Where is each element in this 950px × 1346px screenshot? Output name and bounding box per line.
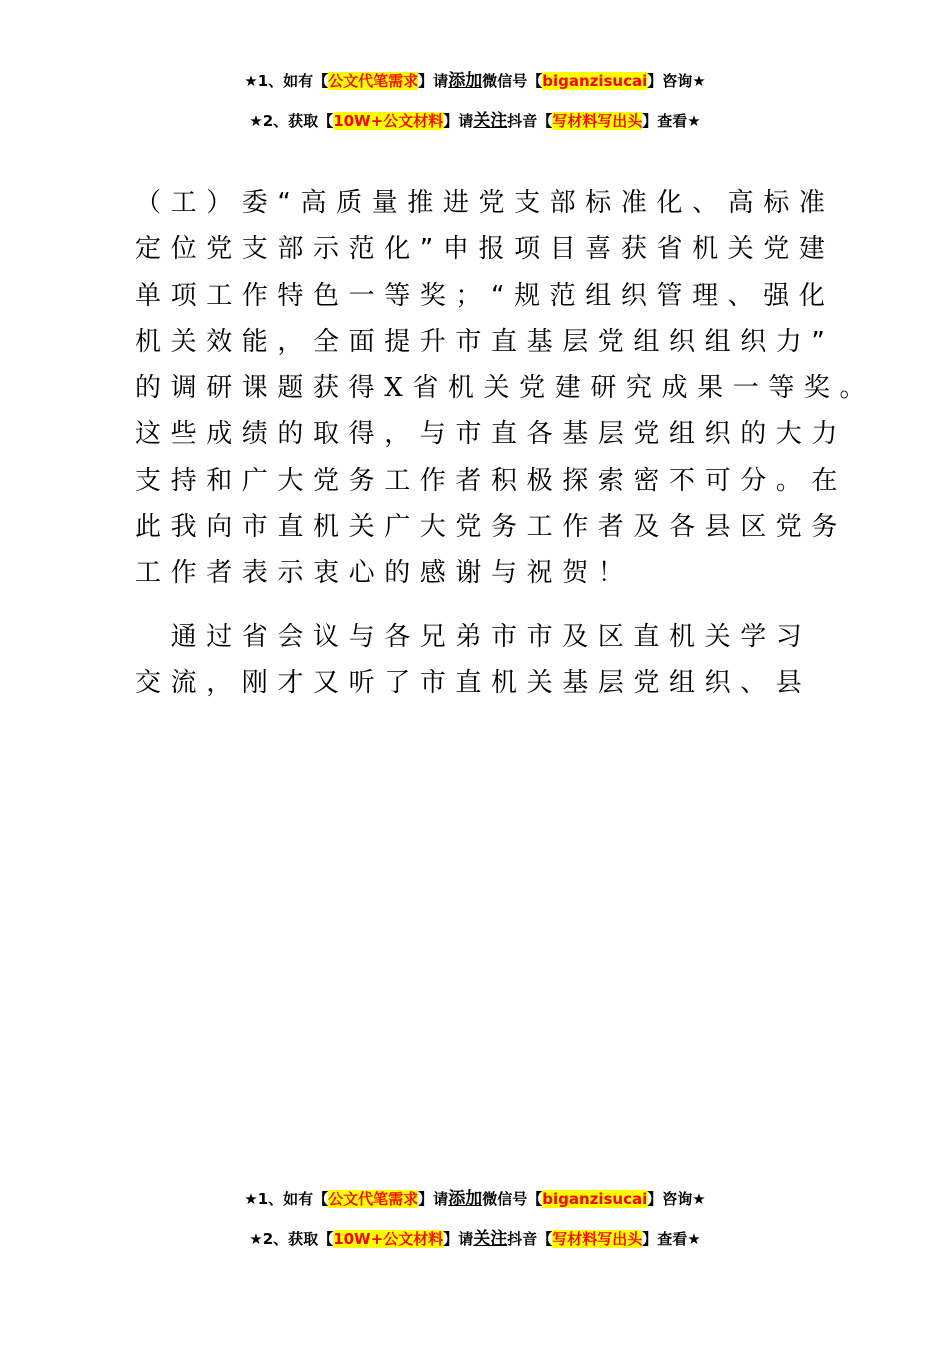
text-line: 此我向市直机关广大党务工作者及各县区党务 [135,512,848,543]
banner-text: ★1、如有【 [244,1190,329,1208]
banner-text: 抖音【 [507,112,553,130]
banner-text: ★2、获取【 [249,112,334,130]
text-line: 这些成绩的取得，与市直各基层党组织的大力 [135,419,848,450]
banner-line-1 [0,1188,950,1228]
banner-text: 】请 [418,1190,449,1208]
body-paragraph-2 [135,614,835,707]
banner-text: ★2、获取【 [249,1230,334,1248]
banner-text: 微信号【 [482,72,543,90]
banner-text: 】查看★ [642,112,701,130]
text-segment: 的调研课题获得 [135,373,385,404]
banner-text: 】咨询★ [647,72,706,90]
banner-text: 】请 [443,112,474,130]
text-line: 交流，刚才又听了市直机关基层党组织、县 [135,668,812,699]
banner-douyin-id: 写材料写出头 [552,1230,643,1248]
banner-line-1 [0,70,950,110]
text-line: 工作者表示衷心的感谢与祝贺！ [135,558,634,589]
text-segment: 省机关党建研究成果一等奖。 [412,373,876,404]
banner-highlight: 公文代笔需求 [328,1190,419,1208]
banner-line-2 [0,110,950,150]
banner-highlight: 10W+公文材料 [333,112,444,130]
text-line: 定位党支部示范化”申报项目喜获省机关党建 [135,234,835,265]
banner-line-2 [0,1228,950,1268]
text-line: 单项工作特色一等奖；“规范组织管理、强化 [135,280,835,311]
banner-emphasis: 关注 [473,111,508,131]
body-paragraph-1 [135,180,876,597]
text-line: 支持和广大党务工作者积极探索密不可分。在 [135,465,848,496]
banner-emphasis: 添加 [448,71,483,91]
banner-wechat-id: biganzisucai [542,72,648,90]
banner-text: 】咨询★ [647,1190,706,1208]
text-line: 机关效能，全面提升市直基层党组织组织力” [135,326,835,357]
banner-wechat-id: biganzisucai [542,1190,648,1208]
banner-text: 】请 [443,1230,474,1248]
banner-emphasis: 添加 [448,1189,483,1209]
footer-banner [0,1188,950,1268]
banner-text: 微信号【 [482,1190,543,1208]
header-banner [0,70,950,150]
banner-text: 】请 [418,72,449,90]
text-line: （工）委“高质量推进党支部标准化、高标准 [135,188,835,218]
banner-text: ★1、如有【 [244,72,329,90]
banner-text: 】查看★ [642,1230,701,1248]
banner-douyin-id: 写材料写出头 [552,112,643,130]
text-segment: X [384,373,413,404]
banner-text: 抖音【 [507,1230,553,1248]
banner-highlight: 公文代笔需求 [328,72,419,90]
banner-highlight: 10W+公文材料 [333,1230,444,1248]
text-line: 通过省会议与各兄弟市市及区直机关学习 [135,622,812,652]
text-line [135,365,876,411]
banner-emphasis: 关注 [473,1229,508,1249]
